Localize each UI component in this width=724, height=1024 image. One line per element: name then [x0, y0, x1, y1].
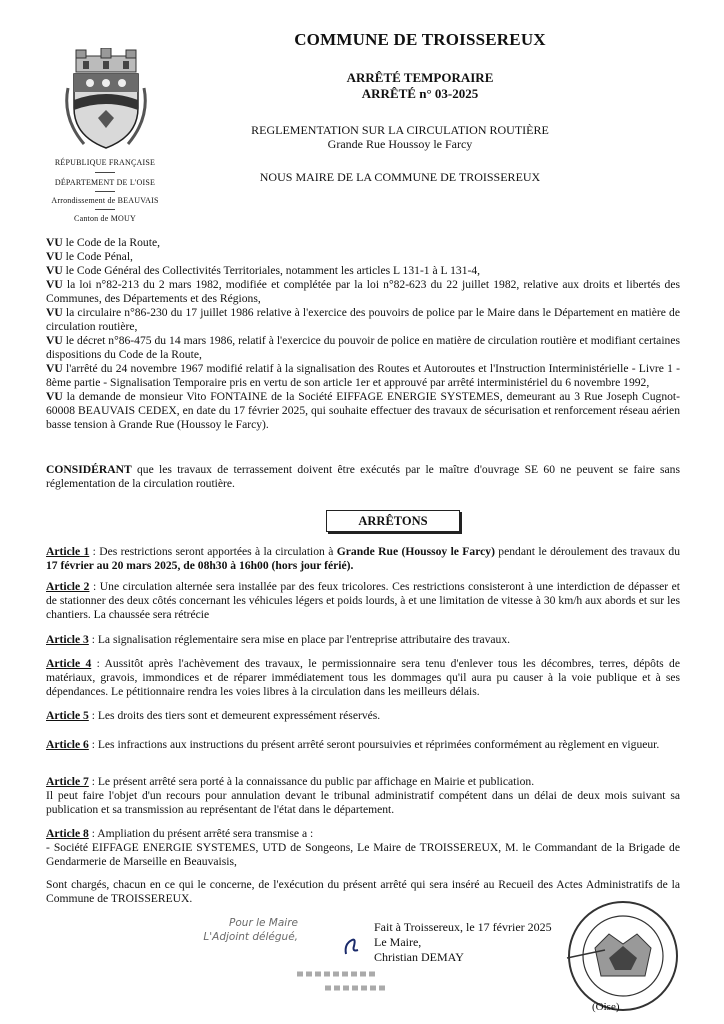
charges-paragraph: Sont chargés, chacun en ce qui le concerne, de l'exécution du présent arrêté qui sera inséré au Recueil des Actes Administratifs de la Commune de TROISSEREUX. — [46, 878, 680, 905]
vu-item: VU le Code Général des Collectivités Territoriales, notamment les articles L 131-1 à L 131-4, — [46, 264, 481, 277]
mirrored-adjoint-stamp-icon — [285, 966, 395, 996]
signature-mark-icon — [340, 934, 370, 960]
canton-label: Canton de MOUY — [74, 214, 136, 223]
article-8: Article 8 : Ampliation du présent arrêté sera transmise a : - Société EIFFAGE ENERGIE SYSTEMES, UTD de Songeons, Le Maire de TROISSEREUX, M. le Commandant de la Brigade de Gendarmerie de Marseille en Beauvaisis, — [46, 827, 680, 868]
vu-item: VU la loi n°82-213 du 2 mars 1982, modifiée et complétée par la loi n°82-623 du 22 juillet 1982, relative aux droits et libertés des Communes, des Départements et des Régions, — [46, 278, 680, 305]
commune-title: COMMUNE DE TROISSEREUX — [294, 30, 546, 49]
article-2: Article 2 : Une circulation alternée sera installée par des feux tricolores. Ces restrictions consisteront à une interdiction de dépasser et de stationner des deux côtés concernant les véhicules légers et poids lourds, à et une limitation de vitesse à 30 km/h aux abords et sur les chantiers. La chaussée sera rétrécie — [46, 580, 681, 621]
vu-section — [46, 236, 680, 432]
article-5: Article 5 : Les droits des tiers sont et demeurent expressément réservés. — [46, 709, 381, 722]
vu-item: VU le décret n°86-475 du 14 mars 1986, relatif à l'exercice du pouvoir de police en matière de circulation routière et modifiant certaines dispositions du Code de la Route, — [46, 334, 680, 361]
maire-name: Christian DEMAY — [374, 950, 464, 964]
nous-maire: NOUS MAIRE DE LA COMMUNE DE TROISSEREUX — [259, 170, 541, 184]
mairie-seal-icon — [565, 898, 681, 1014]
regulation-title: REGLEMENTATION SUR LA CIRCULATION ROUTIÈRE — [251, 123, 549, 137]
article-6: Article 6 : Les infractions aux instructions du présent arrêté seront poursuivies et réprimées conformément au règlement en vigueur. — [46, 738, 660, 751]
article-4: Article 4 : Aussitôt après l'achèvement des travaux, le permissionnaire sera tenu d'enlever tous les décombres, terres, dépôts de matériaux, gravois, immondices et de réparer immédiatement tous les dommages qu'il aura pu causer à la voie publique et à ses dépendances. Le pétitionnaire rendra les voies libres à la circulation dans les meilleurs délais. — [46, 657, 680, 698]
seal-bottom-label: (Oise) — [592, 1001, 620, 1013]
article-7: Article 7 : Le présent arrêté sera porté à la connaissance du public par affichage en Mairie et publication. Il peut faire l'objet d'un recours pour annulation devant le tribunal administratif compétent dans un délai de deux mois suivant sa publication et sa transmission au représentant de l'état dans le département. — [46, 775, 680, 816]
adjoint-stamp-line2: L'Adjoint délégué, — [203, 931, 298, 943]
vu-item: VU le Code de la Route, — [46, 236, 160, 249]
vu-item: VU l'arrêté du 24 novembre 1967 modifié relatif à la signalisation des Routes et Autoroutes et l'Instruction Interministérielle - Livre 1 - 8ème partie - Signalisation Temporaire pris en vertu de son article 1er et approuvé par arrêté interministériel du 6 novembre 1992, — [46, 362, 680, 389]
vu-item: VU la circulaire n°86-230 du 17 juillet 1986 relative à l'exercice des pouvoirs de police par le Maire dans le Département en matière de circulation routière, — [46, 306, 680, 333]
le-maire: Le Maire, — [374, 935, 422, 949]
coat-of-arms-icon — [58, 48, 154, 152]
divider — [95, 209, 115, 210]
departement-label: DÉPARTEMENT DE L'OISE — [54, 178, 156, 187]
article-3: Article 3 : La signalisation réglementaire sera mise en place par l'entreprise attributaire des travaux. — [46, 633, 511, 646]
divider — [95, 172, 115, 173]
arrete-number: ARRÊTÉ n° 03-2025 — [361, 86, 479, 101]
divider — [95, 191, 115, 192]
street-subtitle: Grande Rue Houssoy le Farcy — [327, 137, 473, 151]
vu-item: VU le Code Pénal, — [46, 250, 133, 263]
considerant: CONSIDÉRANT que les travaux de terrassement doivent être exécutés par le maître d'ouvrage SE 60 ne peuvent se faire sans réglementation de la circulation routière. — [46, 463, 680, 490]
adjoint-stamp-line1: Pour le Maire — [229, 917, 298, 929]
arrondissement-label: Arrondissement de BEAUVAIS — [51, 196, 159, 205]
arrete-type: ARRÊTÉ TEMPORAIRE — [346, 70, 494, 85]
arretons-box: ARRÊTONS — [326, 510, 460, 532]
article-1: Article 1 : Des restrictions seront apportées à la circulation à Grande Rue (Houssoy le Farcy) pendant le déroulement des travaux du 17 février au 20 mars 2025, de 08h30 à 16h00 (hors jour férié). — [46, 545, 680, 572]
republique-label: RÉPUBLIQUE FRANÇAISE — [54, 158, 156, 167]
vu-item: VU la demande de monsieur Vito FONTAINE de la Société EIFFAGE ENERGIE SYSTEMES, demeurant au 3 Rue Joseph Cugnot-60008 BEAUVAIS CEDEX, en date du 17 février 2025, qui souhaite effectuer des travaux de sécurisation et renforcement réseau aérien basse tension à Grande Rue (Houssoy le Farcy). — [46, 390, 680, 431]
fait-a: Fait à Troissereux, le 17 février 2025 — [374, 920, 552, 934]
